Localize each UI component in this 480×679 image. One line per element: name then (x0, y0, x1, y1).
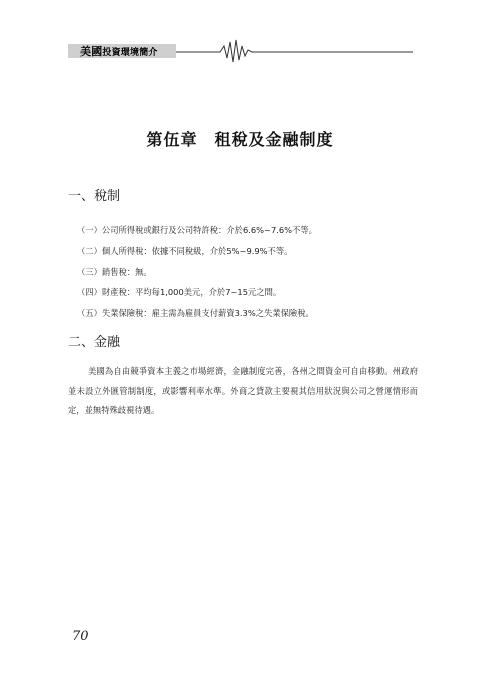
running-header (68, 36, 413, 66)
chapter-title: 第伍章 租稅及金融制度 (146, 130, 334, 149)
list-item: （三）銷售稅：無。 (77, 266, 152, 277)
list-item: （四）財產稅：平均每1,000美元，介於7~15元之間。 (77, 287, 282, 298)
section-title-tax: 一、稅制 (68, 189, 121, 204)
section-title-finance: 二、金融 (68, 335, 121, 350)
header-title-main: 美國 (80, 45, 103, 58)
header-wave-icon (68, 36, 413, 66)
page-number: 70 (72, 629, 89, 644)
list-item: （五）失業保險稅：雇主需為雇員支付薪資3.3%之失業保險稅。 (77, 308, 314, 319)
header-title-sub: 投資環境簡介 (102, 48, 158, 58)
tax-list (77, 220, 437, 324)
list-item: （一）公司所得稅或銀行及公司特許稅：介於6.6%~7.6%不等。 (77, 225, 317, 235)
finance-paragraph: 美國為自由競爭資本主義之市場經濟，金融制度完善，各州之間資金可自由移動。州政府並未設立外匯管制制度，或影響利率水準。外商之貸款主要視其信用狀況與公司之營運情形而定，並無特殊歧視待遇。 (68, 366, 418, 415)
list-item: （二）個人所得稅：依據不同稅級，介於5%~9.9%不等。 (77, 245, 293, 256)
